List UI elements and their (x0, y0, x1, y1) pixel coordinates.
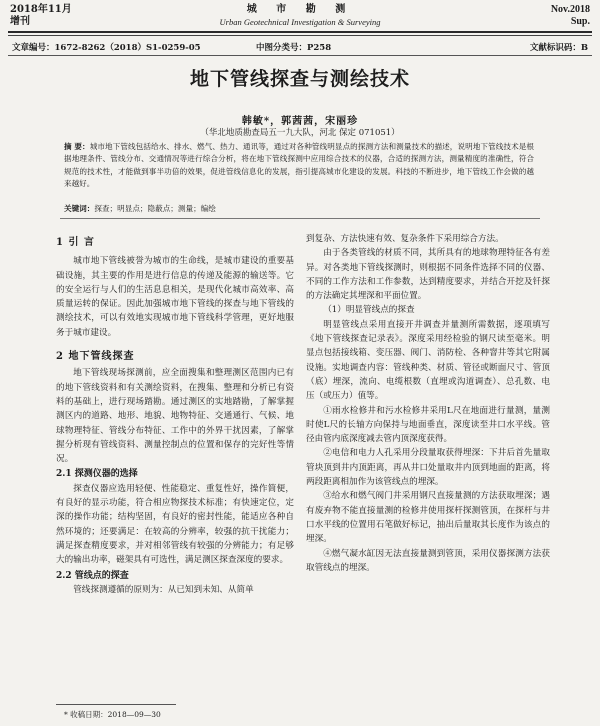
keywords-rule (60, 218, 540, 219)
header-right (551, 4, 590, 28)
meta-rule (8, 55, 592, 56)
journal-title-cn: 城 市 勘 测 (246, 4, 354, 15)
abstract (64, 141, 534, 191)
section-2-1-paragraph: 探查仪器应选用轻便、性能稳定、重复性好，操作简便，有良好的显示功能，符合相应物探技术标准；有快速定位，定深的操作功能；结构坚固，有良好的密封性能，能适应各种自然环境的；还要满足：在较高的分辨率，较强的抗干扰能力；满足探查精度要求，并对相邻管线有较强的分辨能力；有足够大的输出功率，磁架具有可选性，满足测区探查深度的要求。 (56, 483, 294, 566)
footnote-rule (56, 704, 176, 705)
subsection-visible-points: （1）明显管线点的探查 (323, 305, 415, 316)
authors: 韩敏*，郭茜茜，宋丽珍 (241, 116, 359, 127)
section-2-heading: 2 地下管线探查 (56, 351, 135, 363)
footnote: * 收稿日期：2018—09—30 (64, 710, 161, 719)
item-1-paragraph: ①雨水检修井和污水检修井采用L尺在地面进行量测，量测时使L尺的长轴方向保持与地面垂直，深度读至井口水平线。管径由管内底深度减去管内顶深度获得。 (306, 405, 550, 445)
article-number: 文章编号：1672-8262（2018）S1-0259-05 (12, 43, 201, 53)
document-code: 文献标识码：B (529, 43, 588, 53)
section-1-paragraph: 城市地下管线被誉为城市的生命线，是城市建设的重要基础设施，其主要的作用是进行信息的传递及能源的输送等。它的安全运行与人们的生活息息相关，是现代化城市高效率、高质量运转的保证。因此加强城市地下管线的探查与地下管线的测绘技术，可以有效地实现城市地下管线科学管理，更好地服务于城市建设。 (56, 256, 294, 338)
section-1-heading: 1 引 言 (56, 237, 95, 248)
header-supp: Sup. (570, 16, 590, 27)
keywords-text: 探查；明显点；隐蔽点；测量；编绘 (94, 204, 216, 213)
header-rule (8, 31, 592, 33)
header-issue: 增刊 (10, 16, 30, 27)
header-rule-thin (8, 35, 592, 36)
journal-title-en: Urban Geotechnical Investigation & Surveying (219, 17, 381, 27)
clc-number: 中图分类号：P258 (256, 43, 332, 53)
item-2-paragraph: ②电信和电力人孔采用分段量取获得埋深：下井后首先量取管块顶到井内顶距离，再从井口处量取井内顶到地面的距离，将两段距离相加作为该管线点的埋深。 (306, 448, 550, 488)
header-year-month: 2018年11月 (10, 4, 72, 15)
continued-paragraph: 到复杂、方法快速有效、复杂条件下采用综合方法。 (306, 234, 504, 244)
section-2-1-heading: 2.1 探测仪器的选择 (56, 469, 138, 480)
section-2-2-paragraph: 管线探测遵循的原则为：从已知到未知、从简单 (73, 584, 254, 595)
keywords-label: 关键词： (64, 204, 95, 213)
affiliation: （华北地质勘查局五一九大队，河北 保定 071051） (200, 128, 400, 138)
item-3-paragraph: ③给水和燃气阀门井采用钢尺直接量测的方法获取埋深；遇有废弃物不能直接量测的检修井使用探杆探测管顶，在探杆与井口水平线的位置用石笔做好标记，抽出后量取其长度作为该点的埋深。 (306, 491, 550, 545)
visible-points-paragraph: 明显管线点采用直接开井调查并量测所需数据，逐项填写《地下管线探查记录表》。深度采用经检验的钢尺读至毫米。明显点包括接线箱、变压器、阀门、消防栓、各种窨井等其它附属设施。实地调查内容：管线种类、材质、管径或断面尺寸、管顶（底）埋深，流向、电缆根数（直埋或沟道调查）、总孔数、电压（或压力）值等。 (306, 319, 550, 402)
section-2-paragraph: 地下管线现场探测前，应全面搜集和整理测区范围内已有的地下管线资料和有关测绘资料，在搜集、整理和分析已有资料的基础上，进行现场踏勘。通过测区的实地踏勘，了解掌握测区内的道路、地形、地貌、地物特征、交通通行、气候、地球物理特征、管线分布特征、工作中的外界干扰因素，了解掌握分析现有管线资料、测量控制点的位置和保存的完好性等情况。 (56, 368, 294, 465)
right-column (306, 232, 550, 575)
section-2-2-heading: 2.2 管线点的探查 (56, 570, 129, 581)
paper-title: 地下管线探查与测绘技术 (189, 68, 410, 90)
keywords (64, 203, 534, 215)
header-left (10, 4, 72, 28)
header-journal (150, 4, 450, 28)
item-4-paragraph: ④燃气凝水缸因无法直接量测到管顶，采用仪器探测方法获取管线点的埋深。 (306, 548, 550, 573)
abstract-text: 城市地下管线包括给水、排水、燃气、热力、通讯等，通过对各种管线明显点的探测方法和测量技术的描述，说明地下管线技术是根据地理条件、管线分布、交通情况等进行综合分析，将在地下管线探测中应用综合技术的仪器，合适的探测方法，测量精度的准确性，符合规范的技术性，才能做到事半功倍的效果，促进管线信息化的发展，指引提高城市化建设的发展。科技的不断进步，地下管线工作会做的越来越好。 (64, 142, 534, 189)
left-column (56, 236, 294, 597)
abstract-label: 摘 要： (64, 142, 90, 151)
materials-paragraph: 由于各类管线的材质不同，其所具有的地球物理特征各有差异。对各类地下管线探测时，则根据不同条件选择不同的仪器、不同的工作方法和工作参数，达到精度要求，并结合开挖及钎探的方法确定其埋深和平面位置。 (306, 248, 550, 302)
header-date-en: Nov.2018 (550, 4, 590, 15)
